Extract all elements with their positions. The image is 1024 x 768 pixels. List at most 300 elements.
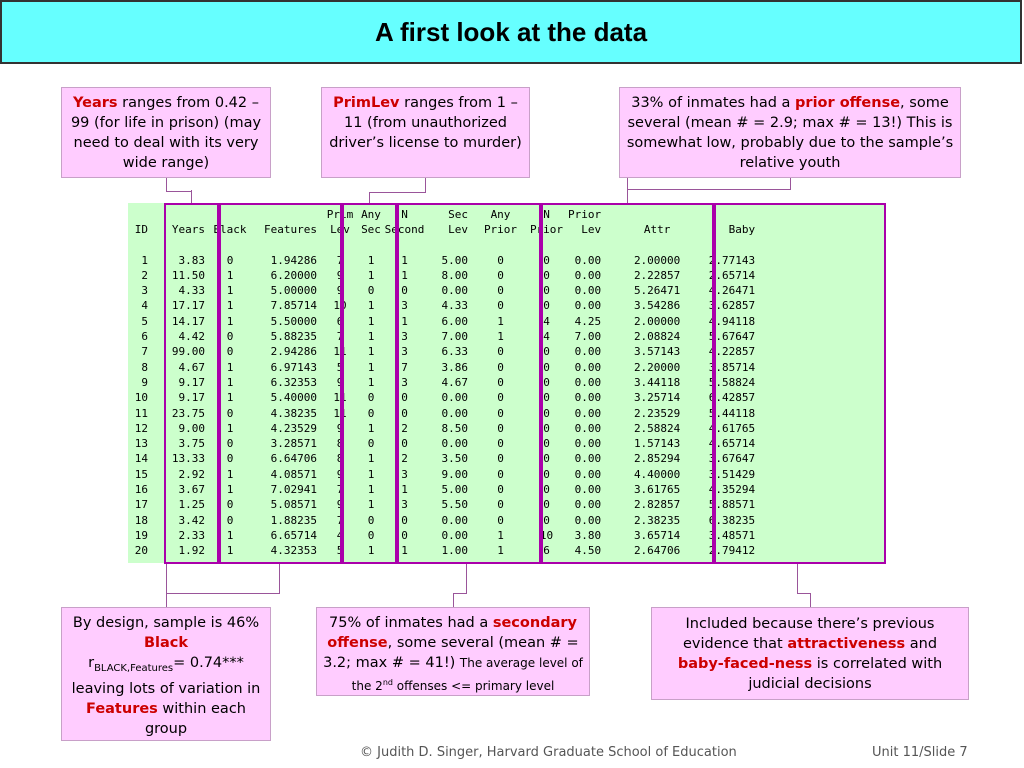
table-cell: 1	[367, 253, 375, 267]
table-cell: 1	[226, 421, 234, 435]
table-cell: 17	[134, 498, 148, 512]
table-cell: 0	[543, 437, 550, 451]
table-cell: 2	[141, 268, 148, 282]
table-cell: 9	[336, 498, 344, 512]
table-cell: 6.32353	[270, 375, 317, 389]
table-cell: 1	[367, 421, 375, 435]
table-cell: 0	[401, 528, 408, 542]
table-cell: 1	[401, 483, 408, 497]
table-cell: 1	[367, 375, 375, 389]
table-cell: 1	[497, 528, 504, 542]
table-cell: 0.00	[574, 498, 602, 512]
table-cell: Lev	[330, 223, 350, 237]
secondary-connector-drop	[453, 593, 454, 607]
footer-credit: © Judith D. Singer, Harvard Graduate School of Education	[360, 745, 737, 760]
table-cell: 1.94286	[270, 253, 317, 267]
table-cell: 3.86	[441, 360, 468, 374]
secondary-note-pre: 75% of inmates had a	[329, 615, 493, 631]
secondary-connector	[453, 564, 467, 594]
table-cell: 3.85714	[708, 360, 756, 374]
attr-connector	[797, 564, 811, 594]
table-cell: 1.88235	[270, 513, 317, 527]
black-connector-drop	[166, 593, 167, 607]
table-cell: 8	[336, 437, 344, 451]
table-cell: 4	[141, 299, 148, 313]
table-cell: 1	[497, 314, 504, 328]
table-cell: 0	[543, 268, 550, 282]
table-cell: 1	[367, 268, 375, 282]
table-cell: 0.00	[574, 284, 602, 298]
table-cell: 3	[401, 330, 408, 344]
table-cell: 7	[336, 483, 344, 497]
table-cell: 7	[336, 513, 344, 527]
table-cell: 6.20000	[270, 268, 317, 282]
table-cell: 5.00000	[270, 284, 317, 298]
table-cell: 1	[226, 360, 234, 374]
table-cell: 9	[336, 467, 344, 481]
table-cell: 0.00	[441, 391, 468, 405]
table-cell: 19	[134, 528, 148, 542]
table-cell: 5.08571	[270, 498, 317, 512]
table-cell: 1	[367, 452, 375, 466]
table-cell: 10	[539, 528, 554, 542]
table-cell: 2	[401, 452, 408, 466]
table-cell: 3.62857	[708, 299, 756, 313]
table-cell: 3.25714	[633, 391, 681, 405]
table-cell: 0	[497, 452, 504, 466]
table-cell: 10	[333, 299, 347, 313]
table-cell: Features	[264, 223, 317, 237]
table-cell: 2.00000	[633, 314, 681, 328]
table-cell: 6.38235	[708, 513, 756, 527]
table-cell: 0.00	[574, 483, 602, 497]
table-cell: ID	[134, 223, 148, 237]
table-cell: 4.42	[178, 330, 205, 344]
table-cell: 1	[367, 360, 375, 374]
years-note-text: ranges from 0.42 – 99 (for life in prison) (may need to deal with its very wide range)	[70, 95, 262, 171]
table-cell: 1	[226, 544, 234, 558]
table-cell: Second	[384, 223, 425, 237]
table-cell: 2.64706	[633, 544, 681, 558]
table-cell: 4.50	[574, 544, 602, 558]
primlev-highlight: PrimLev	[333, 95, 400, 111]
primlev-column-box	[342, 203, 397, 564]
table-cell: 8.00	[441, 268, 468, 282]
table-cell: 7.85714	[270, 299, 317, 313]
table-cell: 5.50000	[270, 314, 317, 328]
table-cell: 16	[134, 483, 148, 497]
table-cell: 3.51429	[708, 467, 756, 481]
table-cell: 1	[226, 299, 234, 313]
table-cell: 0	[497, 498, 504, 512]
table-cell: 0.00	[574, 437, 602, 451]
table-cell: 3.67647	[708, 452, 756, 466]
table-cell: 1	[141, 253, 148, 267]
table-cell: 20	[134, 544, 148, 558]
years-connector-drop	[191, 190, 192, 204]
baby-faced-highlight: baby-faced-ness	[677, 656, 813, 672]
table-cell: 0	[497, 467, 504, 481]
table-cell: 1.00	[441, 544, 468, 558]
table-cell: 0	[497, 421, 504, 435]
table-cell: 0.00	[441, 528, 468, 542]
table-cell: 2.23529	[633, 406, 681, 420]
years-column-box	[164, 203, 219, 564]
table-cell: 0	[367, 406, 375, 420]
table-cell: 1.25	[178, 498, 205, 512]
table-cell: 0	[367, 284, 375, 298]
table-cell: 6.65714	[270, 528, 317, 542]
table-cell: 11	[333, 391, 347, 405]
table-cell: 0.00	[441, 284, 468, 298]
table-cell: 0	[226, 253, 234, 267]
table-cell: 0	[367, 528, 375, 542]
table-cell: 3	[401, 467, 408, 481]
table-cell: 10	[134, 391, 148, 405]
table-cell: 0	[226, 330, 234, 344]
table-cell: 0	[401, 437, 408, 451]
table-cell: Baby	[728, 223, 756, 237]
table-cell: 0.00	[574, 421, 602, 435]
table-cell: 0.00	[574, 513, 602, 527]
table-cell: Lev	[448, 223, 468, 237]
table-cell: 3.54286	[633, 299, 681, 313]
slide-title-bar	[0, 0, 1022, 64]
table-cell: 7	[401, 360, 408, 374]
table-cell: 1	[226, 314, 234, 328]
table-cell: 0	[543, 345, 550, 359]
black-features-column-box	[219, 203, 342, 564]
table-cell: 4.61765	[708, 421, 756, 435]
table-cell: 7	[141, 345, 148, 359]
attractiveness-highlight: attractiveness	[787, 636, 906, 652]
table-cell: 0	[226, 437, 234, 451]
table-cell: 6	[141, 330, 148, 344]
table-cell: Any	[361, 208, 381, 221]
table-cell: 0	[497, 513, 504, 527]
table-cell: 4	[543, 330, 550, 344]
table-cell: 0.00	[574, 406, 602, 420]
table-cell: Attr	[643, 223, 671, 237]
correlation-line: $r_{BLACK,Features}= 0.74***$	[88, 655, 244, 674]
table-cell: Prior	[483, 223, 518, 237]
table-cell: 4.32353	[270, 544, 317, 558]
table-cell: 0	[543, 299, 550, 313]
table-cell: 0.00	[574, 268, 602, 282]
table-cell: 11	[333, 406, 347, 420]
table-cell: 4.35294	[708, 483, 756, 497]
table-cell: 3	[401, 498, 408, 512]
table-cell: 1	[401, 314, 408, 328]
table-cell: 0.00	[574, 299, 602, 313]
table-cell: 0	[543, 498, 550, 512]
table-cell: 15	[134, 467, 148, 481]
table-cell: 0	[497, 268, 504, 282]
table-cell: 0.00	[574, 467, 602, 481]
table-cell: 5	[336, 544, 344, 558]
table-cell: 1	[401, 268, 408, 282]
table-cell: 0	[367, 391, 375, 405]
table-cell: 0	[401, 391, 408, 405]
black-highlight: Black	[143, 635, 189, 651]
prior-offense-note	[619, 87, 961, 178]
table-cell: 0	[543, 452, 550, 466]
table-cell: 5.40000	[270, 391, 317, 405]
table-cell: 1	[226, 528, 234, 542]
table-cell: 3	[141, 284, 148, 298]
table-cell: Prior	[529, 223, 564, 237]
secondary-columns-box	[397, 203, 541, 564]
black-features-note	[61, 607, 271, 741]
table-cell: 2.00000	[633, 253, 681, 267]
table-cell: 2.94286	[270, 345, 317, 359]
table-cell: 13.33	[171, 452, 205, 466]
table-cell: 11	[134, 406, 148, 420]
table-cell: N	[401, 208, 408, 221]
table-cell: 0	[497, 483, 504, 497]
table-cell: 0	[497, 360, 504, 374]
table-cell: 0	[226, 513, 234, 527]
table-cell: 0	[543, 284, 550, 298]
table-cell: 0	[543, 421, 550, 435]
years-connector	[166, 178, 192, 192]
table-cell: 8	[141, 360, 148, 374]
table-cell: 1	[497, 330, 504, 344]
table-cell: 0	[543, 375, 550, 389]
table-cell: 2.20000	[633, 360, 681, 374]
table-cell: 0	[497, 284, 504, 298]
table-cell: 2.77143	[708, 253, 756, 267]
table-cell: 3.50	[441, 452, 468, 466]
table-cell: Sec	[448, 208, 468, 221]
table-cell: 0	[226, 498, 234, 512]
table-cell: 0	[367, 513, 375, 527]
prior-connector-drop	[627, 189, 628, 204]
table-cell: 9	[336, 375, 344, 389]
table-cell: 18	[134, 513, 148, 527]
table-cell: 0	[497, 391, 504, 405]
table-cell: 1	[226, 375, 234, 389]
table-cell: 0	[543, 360, 550, 374]
table-cell: 2.08824	[633, 330, 681, 344]
table-cell: 0	[543, 406, 550, 420]
table-cell: 0	[497, 345, 504, 359]
footer-slide-number: Unit 11/Slide 7	[872, 745, 968, 760]
table-cell: 1	[401, 253, 408, 267]
secondary-offense-note	[316, 607, 590, 696]
prior-columns-box	[541, 203, 714, 564]
years-highlight: Years	[72, 95, 118, 111]
table-cell: 4.40000	[633, 467, 681, 481]
table-cell: 12	[134, 421, 148, 435]
table-cell: 3.44118	[633, 375, 681, 389]
table-cell: 2.82857	[633, 498, 681, 512]
table-cell: 0.00	[574, 253, 602, 267]
table-cell: Sec	[361, 223, 381, 237]
primlev-note-text: ranges from 1 – 11 (from unauthorized driver’s license to murder)	[329, 95, 522, 151]
table-cell: 9	[141, 375, 148, 389]
table-cell: 3.75	[178, 437, 205, 451]
table-cell: 1	[226, 284, 234, 298]
table-cell: 6.97143	[270, 360, 317, 374]
table-cell: 4.08571	[270, 467, 317, 481]
table-cell: 4.33	[441, 299, 468, 313]
table-cell: 8	[336, 452, 344, 466]
table-cell: 1.92	[178, 544, 205, 558]
table-cell: 5.88571	[708, 498, 756, 512]
table-cell: 4	[336, 528, 344, 542]
table-cell: 0	[401, 406, 408, 420]
table-cell: 0	[543, 253, 550, 267]
table-cell: 17.17	[171, 299, 205, 313]
table-cell: 1	[367, 330, 375, 344]
table-cell: 2.79412	[708, 544, 756, 558]
table-cell: 6.42857	[708, 391, 756, 405]
table-cell: 2.22857	[633, 268, 681, 282]
table-cell: 0.00	[574, 452, 602, 466]
table-cell: 9	[336, 421, 344, 435]
table-cell: 6.00	[441, 314, 468, 328]
attr-connector-drop	[810, 593, 811, 607]
table-cell: 3.48571	[708, 528, 756, 542]
table-cell: Prior	[568, 208, 602, 221]
table-cell: 7	[336, 330, 344, 344]
table-cell: 8.50	[441, 421, 468, 435]
table-cell: Black	[213, 223, 247, 237]
table-cell: 0	[497, 299, 504, 313]
table-cell: 4.22857	[708, 345, 756, 359]
table-cell: 5.88235	[270, 330, 317, 344]
table-cell: 5.26471	[633, 284, 681, 298]
table-cell: 3.83	[178, 253, 205, 267]
table-cell: 2.65714	[708, 268, 756, 282]
table-cell: 0.00	[574, 375, 602, 389]
table-cell: 7.00	[574, 330, 602, 344]
table-cell: 0	[226, 452, 234, 466]
secondary-note-mid: , some several (mean # = 3.2; max # = 41!)	[323, 635, 579, 671]
table-cell: 11.50	[171, 268, 205, 282]
table-cell: 6	[336, 314, 344, 328]
table-cell: 3.28571	[270, 437, 317, 451]
table-cell: 3	[401, 375, 408, 389]
years-note	[61, 87, 271, 178]
table-cell: 0.00	[441, 406, 468, 420]
prior-connector	[627, 178, 791, 190]
table-cell: 0	[497, 437, 504, 451]
table-cell: 7.02941	[270, 483, 317, 497]
table-cell	[128, 207, 156, 222]
table-cell: N	[543, 208, 550, 221]
table-cell: 4	[543, 314, 550, 328]
table-cell: 0	[497, 406, 504, 420]
table-cell: 1	[367, 544, 375, 558]
table-cell: 0	[497, 253, 504, 267]
table-cell: 99.00	[171, 345, 205, 359]
table-cell: 3.80	[574, 528, 602, 542]
table-cell: 5	[141, 314, 148, 328]
table-cell: 0.00	[441, 437, 468, 451]
table-cell: 0	[226, 345, 234, 359]
table-cell: 2	[401, 421, 408, 435]
table-cell: Lev	[581, 223, 602, 237]
primlev-note	[321, 87, 530, 178]
attr-note-pre: Included because there’s previous evidence that	[682, 616, 935, 652]
table-cell: 3	[401, 299, 408, 313]
table-cell: 0	[401, 513, 408, 527]
table-cell: Years	[171, 223, 205, 237]
table-cell: 5.00	[441, 483, 468, 497]
table-cell: 4.67	[178, 360, 205, 374]
table-cell: 1	[367, 498, 375, 512]
table-cell: 9.17	[178, 391, 205, 405]
table-cell: Any	[490, 208, 511, 221]
table-cell: 9	[336, 284, 344, 298]
table-cell: 0	[226, 406, 234, 420]
table-cell: 4.26471	[708, 284, 756, 298]
table-cell: 14	[134, 452, 148, 466]
black-note-line1: By design, sample is 46%	[72, 615, 260, 631]
table-cell: 3.67	[178, 483, 205, 497]
table-cell: 13	[134, 437, 148, 451]
table-cell: 9.00	[441, 467, 468, 481]
attr-baby-columns-box	[714, 203, 886, 564]
table-cell: 4.25	[574, 314, 602, 328]
table-cell: 3.42	[178, 513, 205, 527]
table-cell: 1	[367, 299, 375, 313]
table-cell: 4.65714	[708, 437, 756, 451]
prior-offense-highlight: prior offense	[795, 95, 901, 111]
table-cell: 6.64706	[270, 452, 317, 466]
table-cell: 14.17	[171, 314, 205, 328]
table-cell: 1	[401, 544, 408, 558]
table-cell: 6.33	[441, 345, 468, 359]
table-cell: 9	[336, 268, 344, 282]
table-cell: 5.67647	[708, 330, 756, 344]
table-cell: 0.00	[574, 345, 602, 359]
slide-title: A first look at the data	[374, 16, 648, 47]
table-cell: 2.38235	[633, 513, 681, 527]
table-cell: 5.00	[441, 253, 468, 267]
table-cell: 1	[226, 483, 234, 497]
table-cell: 9.17	[178, 375, 205, 389]
black-note-line3: leaving lots of variation in Features within each group	[71, 680, 261, 737]
table-cell: 4.94118	[708, 314, 756, 328]
table-cell: 4.23529	[270, 421, 317, 435]
table-cell: 4.38235	[270, 406, 317, 420]
table-cell: 7	[336, 253, 344, 267]
table-cell: 1.57143	[633, 437, 681, 451]
table-cell: 3.57143	[633, 345, 681, 359]
table-cell: 1	[367, 467, 375, 481]
table-cell: 2.92	[178, 467, 205, 481]
table-cell: 3.65714	[633, 528, 681, 542]
primlev-connector	[369, 178, 426, 193]
table-cell: 0.00	[574, 391, 602, 405]
table-cell: 1	[226, 391, 234, 405]
attractiveness-note: Included because there’s previous evidence that attractiveness and baby-faced-ness is correlated with judicial decisions	[651, 607, 969, 700]
table-cell: 0	[367, 437, 375, 451]
table-cell: 2.85294	[633, 452, 681, 466]
table-cell: 7.00	[441, 330, 468, 344]
table-cell: 11	[333, 345, 347, 359]
table-cell: 5	[336, 360, 344, 374]
features-highlight: Features	[86, 700, 158, 717]
table-cell: 1	[367, 314, 375, 328]
table-cell: 0.00	[441, 513, 468, 527]
table-cell: 23.75	[171, 406, 205, 420]
table-cell: 3.61765	[633, 483, 681, 497]
table-cell: 1	[226, 467, 234, 481]
